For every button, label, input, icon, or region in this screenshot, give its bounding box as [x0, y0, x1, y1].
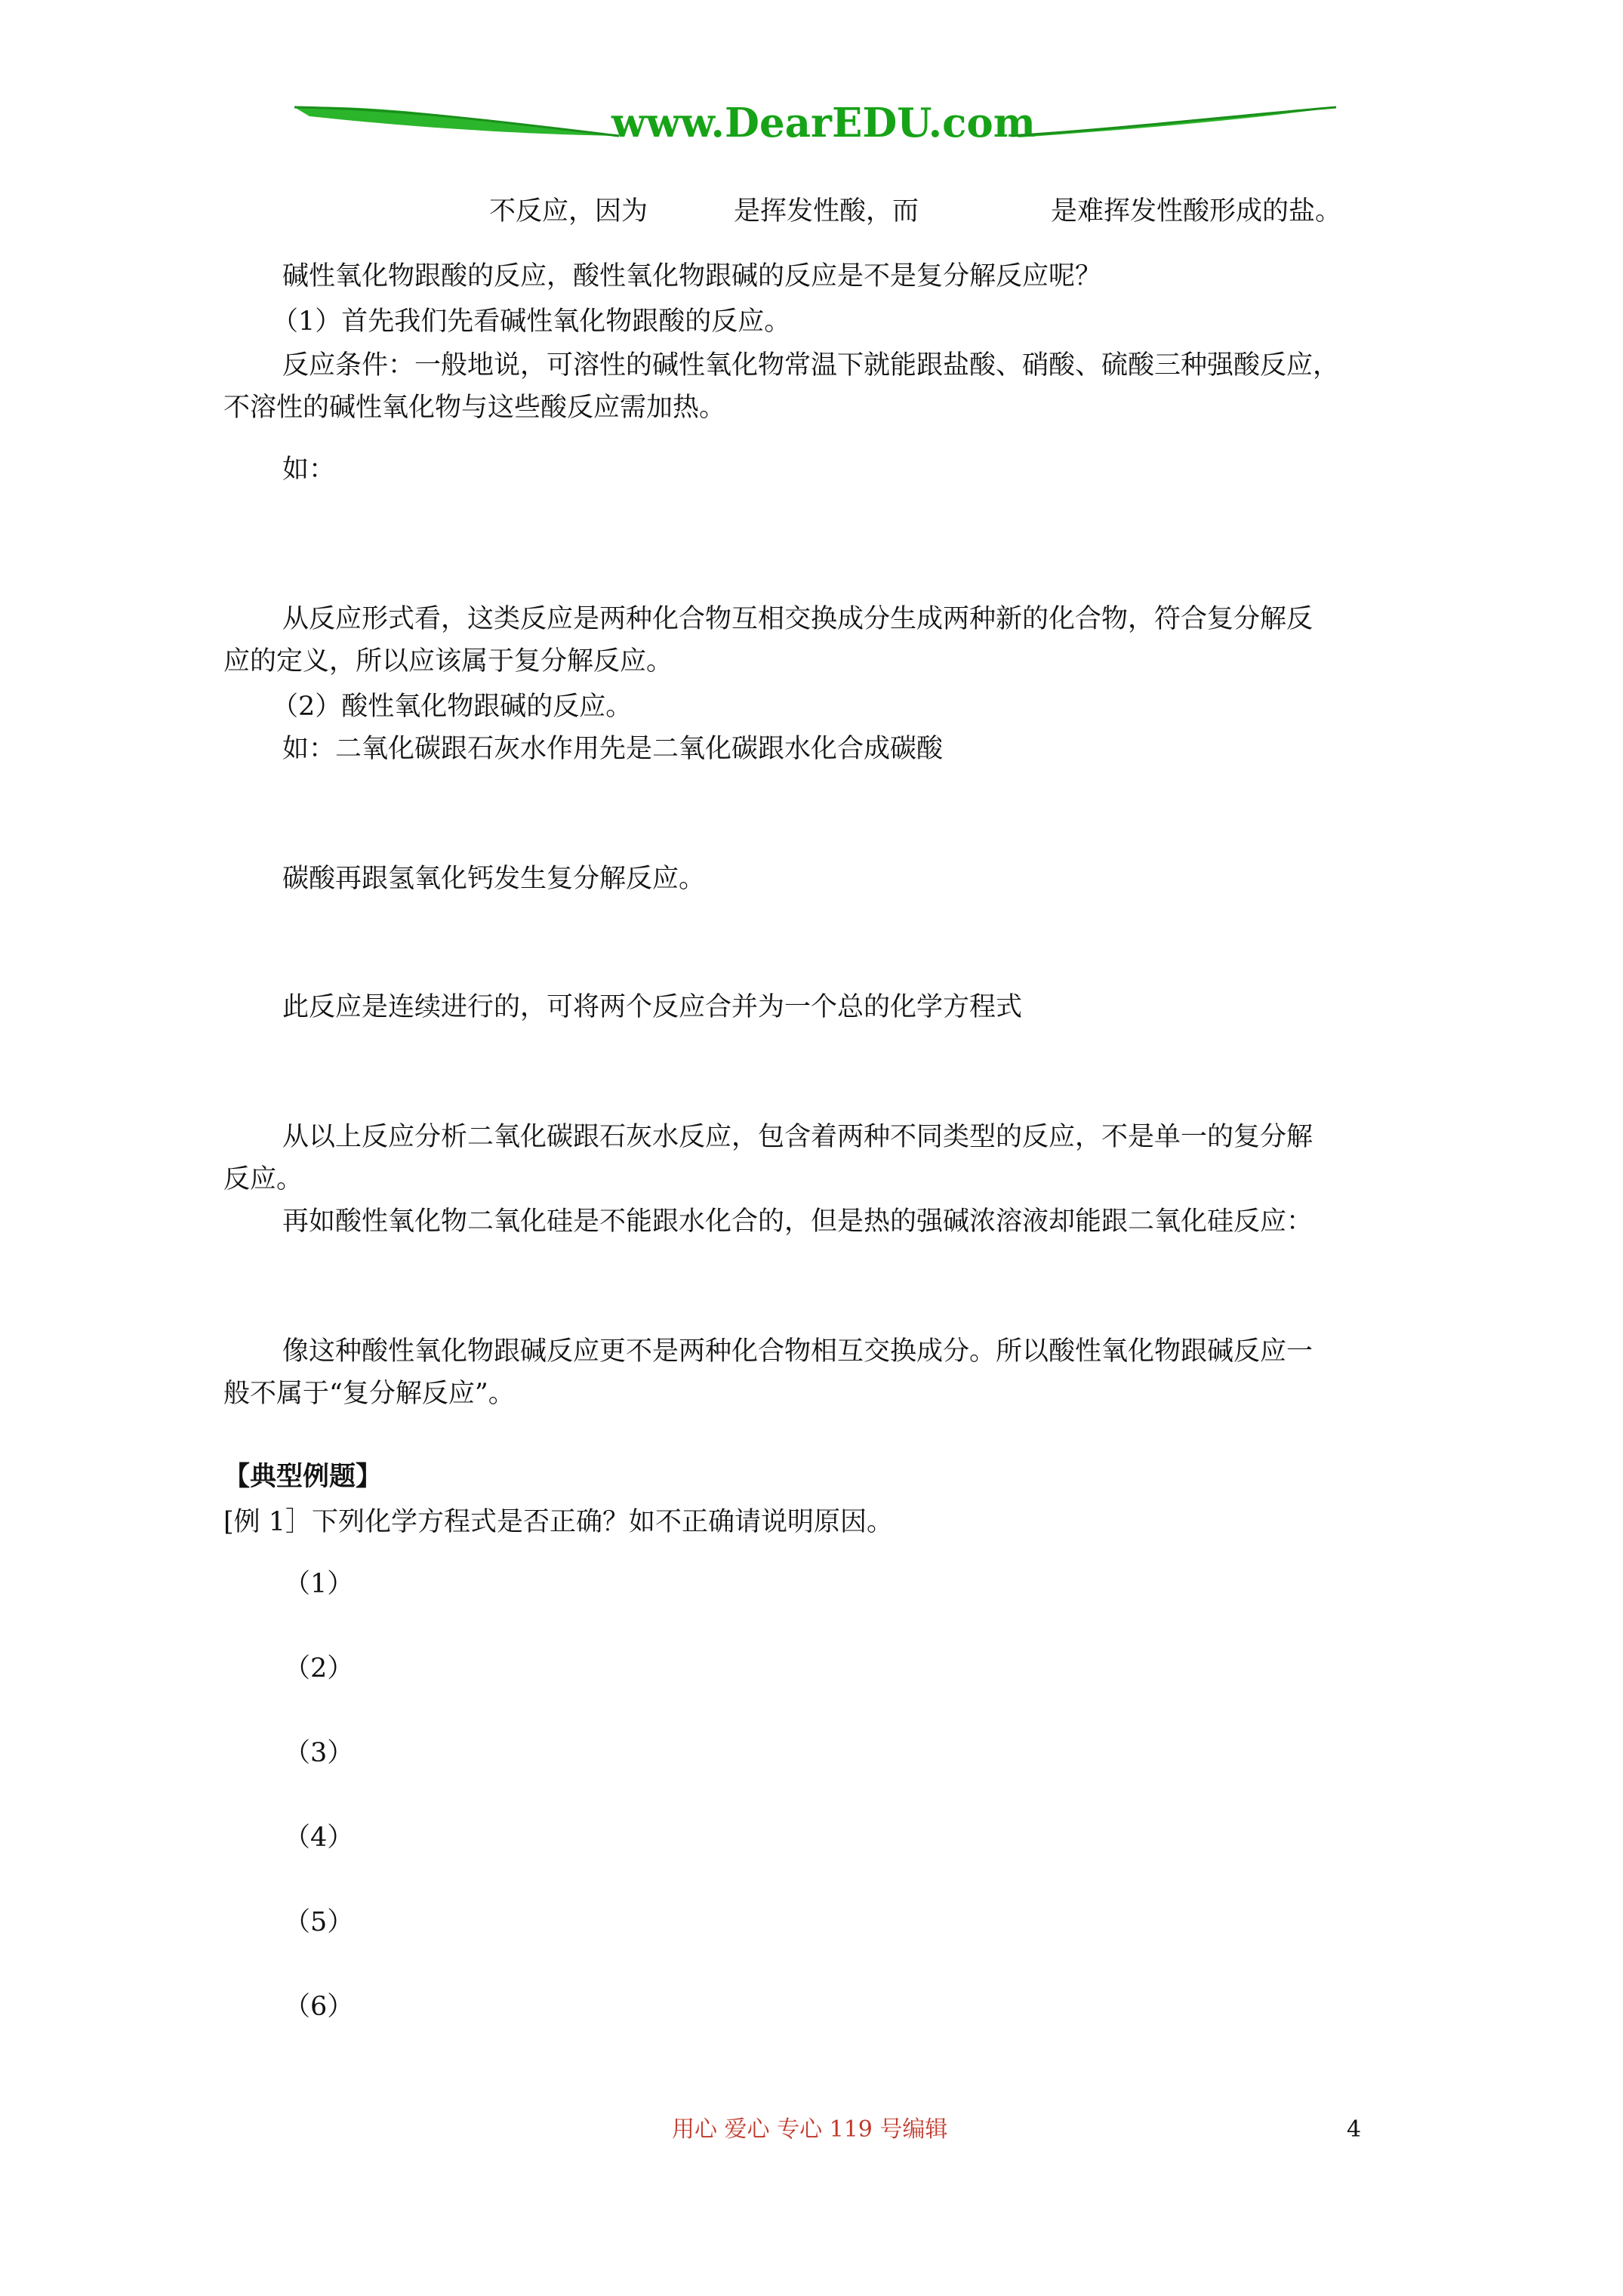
- list-item-5: （5）: [284, 1907, 354, 1937]
- form-line-1: 从反应形式看，这类反应是两种化合物互相交换成分生成两种新的化合物，符合复分解反: [282, 604, 1313, 634]
- condition-line-1: 反应条件：一般地说，可溶性的碱性氧化物常温下就能跟盐酸、硝酸、硫酸三种强酸反应，: [282, 350, 1340, 381]
- example-intro: 如：: [282, 455, 336, 485]
- list-item-6: （6）: [284, 1992, 354, 2022]
- list-item-1: （1）: [284, 1569, 354, 1599]
- footer-slogan: 用心 爱心 专心 119 号编辑: [672, 2116, 948, 2143]
- subheading-2: （2）酸性氧化物跟碱的反应。: [272, 692, 633, 722]
- line1-part3: 是难挥发性酸形成的盐。: [1051, 196, 1342, 227]
- section-title: 【典型例题】: [223, 1461, 383, 1492]
- right-swoosh-icon: [1012, 91, 1336, 143]
- conclusion-line-1: 像这种酸性氧化物跟碱反应更不是两种化合物相互交换成分。所以酸性氧化物跟碱反应一: [282, 1336, 1313, 1367]
- subheading-1: （1）首先我们先看碱性氧化物跟酸的反应。: [272, 307, 791, 337]
- continuous-paragraph: 此反应是连续进行的，可将两个反应合并为一个总的化学方程式: [282, 992, 1023, 1022]
- line1-part2: 是挥发性酸，而: [734, 196, 919, 227]
- left-swoosh-icon: [294, 91, 619, 143]
- page-header: [0, 0, 1623, 166]
- line1-part1: 不反应，因为: [489, 196, 648, 227]
- carbonic-paragraph: 碳酸再跟氢氧化钙发生复分解反应。: [282, 864, 706, 894]
- condition-line-2: 不溶性的碱性氧化物与这些酸反应需加热。: [223, 393, 726, 423]
- list-item-3: （3）: [284, 1738, 354, 1768]
- conclusion-line-2: 般不属于“复分解反应”。: [223, 1379, 515, 1409]
- example-1-line: [例 1］下列化学方程式是否正确？如不正确请说明原因。: [223, 1507, 894, 1537]
- sio2-paragraph: 再如酸性氧化物二氧化硅是不能跟水化合的，但是热的强碱浓溶液却能跟二氧化硅反应：: [282, 1207, 1313, 1237]
- list-item-2: （2）: [284, 1653, 354, 1684]
- analysis-line-1: 从以上反应分析二氧化碳跟石灰水反应，包含着两种不同类型的反应，不是单一的复分解: [282, 1122, 1313, 1152]
- analysis-line-2: 反应。: [223, 1164, 303, 1194]
- list-item-4: （4）: [284, 1823, 354, 1853]
- site-logo-text[interactable]: www.DearEDU.com: [611, 100, 1036, 146]
- co2-paragraph: 如：二氧化碳跟石灰水作用先是二氧化碳跟水化合成碳酸: [282, 734, 944, 764]
- question-paragraph: 碱性氧化物跟酸的反应，酸性氧化物跟碱的反应是不是复分解反应呢？: [282, 261, 1102, 291]
- page-number: 4: [1347, 2116, 1362, 2143]
- form-line-2: 应的定义，所以应该属于复分解反应。: [223, 646, 673, 676]
